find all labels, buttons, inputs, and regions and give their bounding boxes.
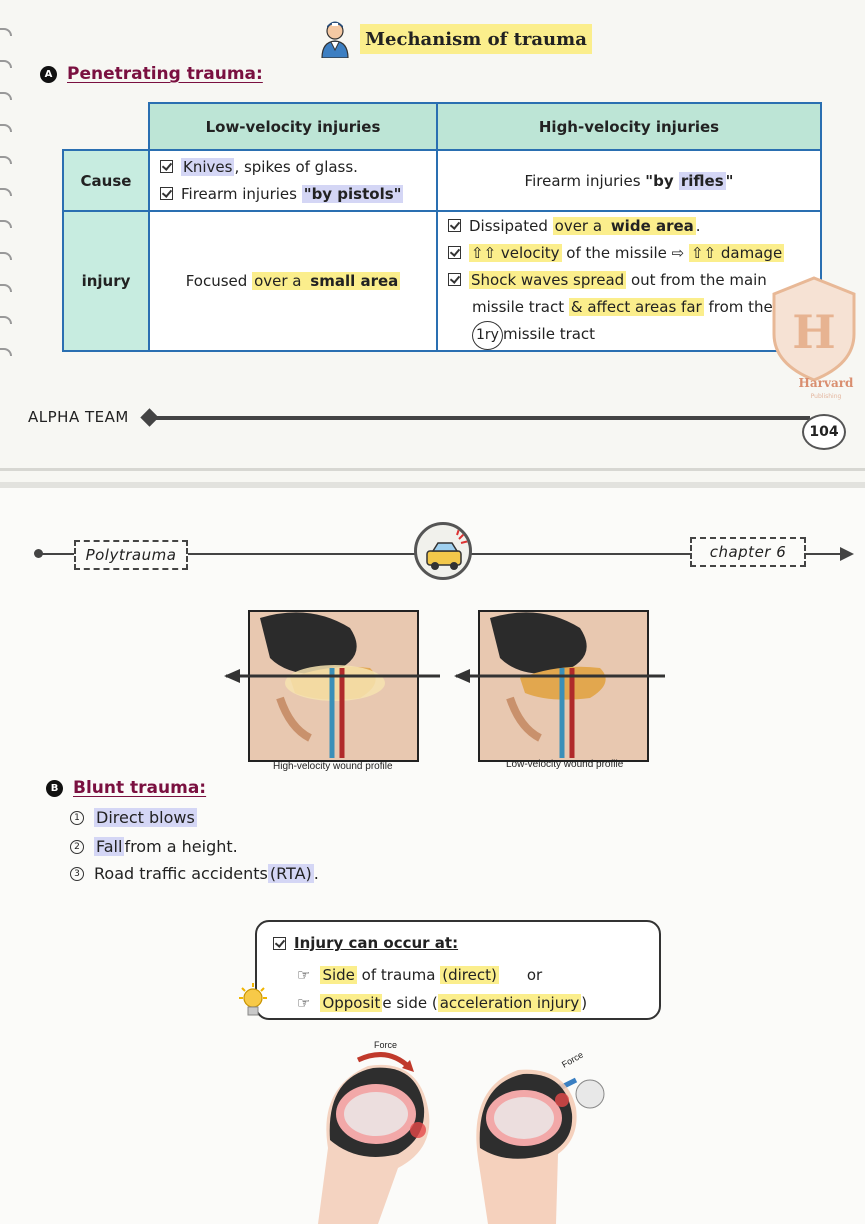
high-velocity-figure <box>224 611 440 761</box>
binder-rings <box>0 28 16 388</box>
injury-high-cell: Dissipated over a wide area . ⇧⇧ velocity of the missile ⇨ ⇧⇧ damage Shock waves spread out from the main missile tract & affect areas far from the 1ry missile tract <box>437 211 821 351</box>
car-crash-icon <box>414 522 472 580</box>
lightbulb-icon <box>236 982 270 1026</box>
penetrating-trauma-table <box>62 102 822 352</box>
footer-rule <box>150 416 810 420</box>
svg-text:Force: Force <box>374 1040 398 1050</box>
section-letter-badge: A <box>40 66 57 83</box>
svg-text:Force: Force <box>560 1049 585 1070</box>
list-item: 1 Direct blows <box>70 808 197 827</box>
figure-label-high: High-velocity wound profile <box>273 761 393 772</box>
svg-text:H: H <box>792 305 836 359</box>
section-heading-text: Blunt trauma: <box>73 778 207 798</box>
page-number: 104 <box>802 414 846 450</box>
section-b-heading <box>46 778 206 798</box>
checkbox-icon <box>448 219 461 232</box>
checkbox-icon <box>160 160 173 173</box>
row-header-cause: Cause <box>63 150 149 211</box>
injury-item-opposite: ☞ Opposit e side ( acceleration injury ) <box>297 994 588 1012</box>
list-item: 2 Fall from a height. <box>70 837 238 856</box>
section-heading-text: Penetrating trauma: <box>67 64 263 84</box>
header-chapter: chapter 6 <box>690 537 806 567</box>
page-edge <box>0 468 865 471</box>
checkbox-icon <box>273 937 286 950</box>
injury-callout-box <box>255 920 661 1020</box>
injury-box-heading: Injury can occur at: <box>294 934 459 952</box>
cause-high-cell: Firearm injuries "by rifles " <box>437 150 821 211</box>
page-title: Mechanism of trauma <box>360 24 592 54</box>
injury-low-cell: Focused over a small area <box>149 211 437 351</box>
col-header-low-velocity: Low-velocity injuries <box>149 103 437 150</box>
figure-label-low: Low-velocity wound profile <box>506 759 624 770</box>
table-corner <box>63 103 149 150</box>
hand-pointer-icon: ☞ <box>297 966 311 984</box>
doctor-icon <box>318 18 352 58</box>
injury-item-direct: ☞ Side of trauma (direct) or <box>297 966 543 984</box>
checkbox-icon <box>448 246 461 259</box>
checkbox-icon <box>448 273 461 286</box>
page-polytrauma <box>0 488 865 1224</box>
section-a-heading <box>40 64 263 84</box>
header-arrow-icon <box>840 547 854 561</box>
col-header-high-velocity: High-velocity injuries <box>437 103 821 150</box>
header-title-polytrauma: Polytrauma <box>74 540 188 570</box>
footer-team: ALPHA TEAM <box>28 408 129 426</box>
row-header-injury: injury <box>63 211 149 351</box>
checkbox-icon <box>160 187 173 200</box>
harvard-logo <box>766 272 862 402</box>
hand-pointer-icon: ☞ <box>297 994 311 1012</box>
section-letter-badge: B <box>46 780 63 797</box>
wound-profile-figures <box>220 608 670 768</box>
list-item: 3 Road traffic accidents (RTA) . <box>70 864 319 883</box>
low-velocity-figure <box>454 611 665 761</box>
svg-text:Publishing: Publishing <box>810 393 842 400</box>
cause-low-cell: Knives , spikes of glass. Firearm injuries "by pistols" <box>149 150 437 211</box>
svg-text:Harvard: Harvard <box>798 376 854 390</box>
page-104 <box>0 0 865 488</box>
brain-injury-figure <box>318 1038 608 1224</box>
